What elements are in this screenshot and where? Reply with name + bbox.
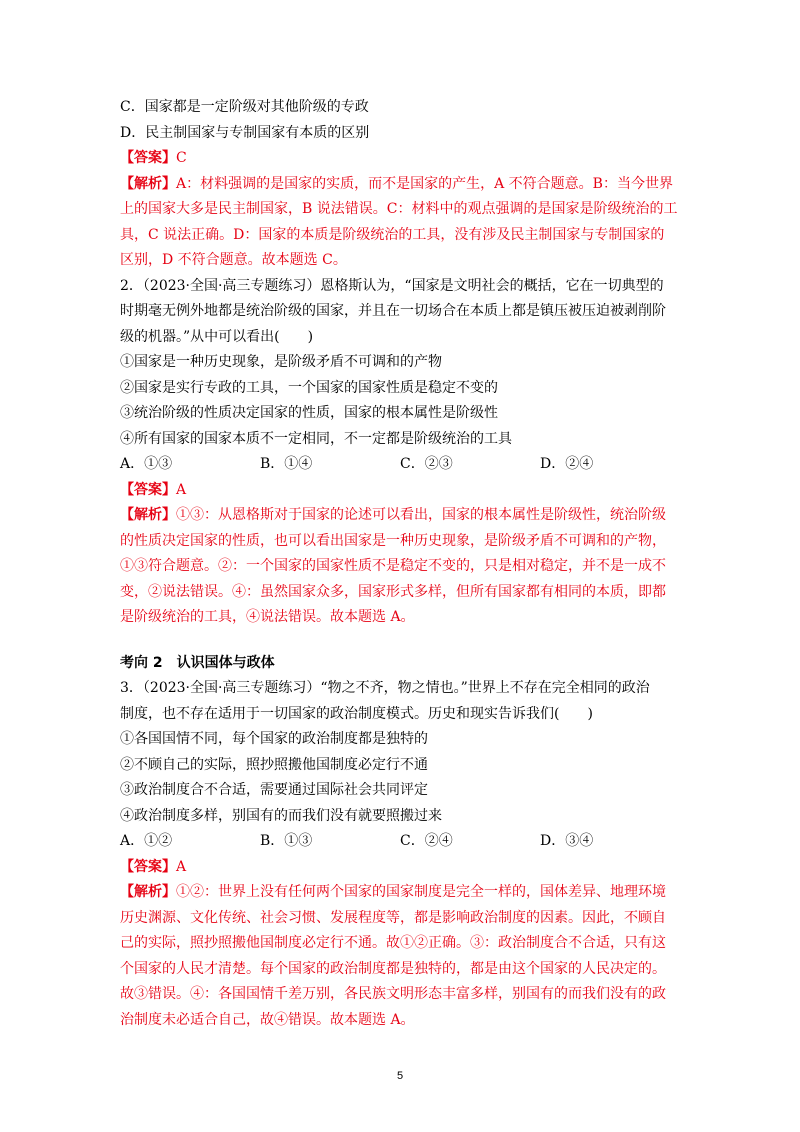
q3-statement: ②不顾自己的实际，照抄照搬他国制度必定行不通 [120, 756, 428, 773]
answer-value: A [176, 858, 187, 875]
section-heading: 考向 2 认识国体与政体 [120, 654, 275, 671]
q3-choice-a: A．①② [120, 833, 173, 849]
q3-choice-c: C．②④ [400, 833, 453, 849]
q3-statement: ③政治制度合不合适，需要通过国际社会共同评定 [120, 782, 428, 798]
q2-analysis-line: 【解析】①③：从恩格斯对于国家的论述可以看出，国家的根本属性是阶级性，统治阶级 [120, 507, 666, 523]
q3-analysis-line: 历史渊源、文化传统、社会习惯、发展程度等，都是影响政治制度的因素。因此，不顾自 [120, 909, 666, 926]
q2-choice-a: A．①③ [120, 456, 173, 472]
q3-analysis-line: 治制度未必适合自己，故④错误。故本题选 A。 [120, 1011, 415, 1028]
q3-statement: ①各国国情不同，每个国家的政治制度都是独特的 [120, 731, 428, 747]
q3-stem-line: 3．（2023·全国·高三专题练习）“物之不齐，物之情也。”世界上不存在完全相同的政治 [120, 680, 650, 696]
answer-value: C [176, 150, 187, 166]
q1-analysis-line: 上的国家大多是民主制国家，B 说法错误。C：材料中的观点强调的是国家是阶级统治的工 [120, 201, 678, 217]
q1-analysis-line: 【解析】A：材料强调的是国家的实质，而不是国家的产生，A 不符合题意。B：当今世界 [120, 175, 673, 192]
q3-analysis-line: 【解析】①②：世界上没有任何两个国家的国家制度是完全一样的，国体差异、地理环境 [120, 884, 666, 900]
q2-analysis-line: ①③符合题意。②：一个国家的国家性质不是稳定不变的，只是相对稳定，并不是一成不 [120, 558, 666, 574]
q2-stem-line: 时期毫无例外地都是统治阶级的国家，并且在一切场合在本质上都是镇压被压迫被剥削阶 [120, 303, 666, 319]
q1-option-c: C．国家都是一定阶级对其他阶级的专政 [120, 99, 369, 115]
q3-analysis-line: 个国家的人民才清楚。每个国家的政治制度都是独特的，都是由这个国家的人民决定的。 [120, 960, 666, 977]
analysis-label: 【解析】 [120, 507, 176, 523]
answer-label: 【答案】 [120, 858, 176, 875]
q1-option-d: D．民主制国家与专制国家有本质的区别 [120, 124, 370, 141]
q2-answer [120, 478, 685, 504]
q2-choices [120, 452, 685, 478]
q3-statement: ④政治制度多样，别国有的而我们没有就要照搬过来 [120, 807, 442, 824]
q3-analysis-line: 己的实际，照抄照搬他国制度必定行不通。故①②正确。③：政治制度合不合适，只有这 [120, 935, 666, 951]
q2-statement: ②国家是实行专政的工具，一个国家的国家性质是稳定不变的 [120, 379, 498, 396]
q2-choice-b: B．①④ [260, 456, 313, 472]
q2-analysis-line: 是阶级统治的工具，④说法错误。故本题选 A。 [120, 609, 415, 625]
q2-analysis-line: 的性质决定国家的性质，也可以看出国家是一种历史现象，是阶级矛盾不可调和的产物， [120, 532, 666, 549]
analysis-label: 【解析】 [120, 884, 176, 900]
page-number: 5 [396, 1070, 404, 1082]
analysis-label: 【解析】 [120, 175, 176, 192]
q3-analysis-line: 故③错误。④：各国国情千差万别，各民族文明形态丰富多样，别国有的而我们没有的政 [120, 986, 666, 1002]
page-content [120, 95, 685, 1033]
q2-stem-line: 2．（2023·全国·高三专题练习）恩格斯认为，“国家是文明社会的概括，它在一切典型的 [120, 277, 664, 294]
q2-statement: ④所有国家的国家本质不一定相同，不一定都是阶级统治的工具 [120, 430, 512, 447]
q2-statement: ①国家是一种历史现象，是阶级矛盾不可调和的产物 [120, 354, 442, 370]
q3-choices [120, 829, 685, 855]
q3-choice-b: B．①③ [260, 833, 313, 849]
q3-answer [120, 855, 685, 881]
answer-label: 【答案】 [120, 481, 176, 498]
section-gap [120, 631, 685, 651]
q3-choice-d: D．③④ [540, 833, 594, 849]
q1-analysis-line: 区别，D 不符合题意。故本题选 C。 [120, 252, 347, 268]
q2-choice-d: D．②④ [540, 456, 594, 472]
q2-choice-c: C．②③ [400, 456, 453, 472]
q3-stem-line: 制度，也不存在适用于一切国家的政治制度模式。历史和现实告诉我们( ) [120, 705, 593, 722]
q1-answer [120, 146, 685, 172]
answer-label: 【答案】 [120, 150, 176, 166]
q2-stem-line: 级的机器。”从中可以看出( ) [120, 328, 314, 345]
q2-statement: ③统治阶级的性质决定国家的性质，国家的根本属性是阶级性 [120, 405, 498, 421]
q2-analysis-line: 变，②说法错误。④：虽然国家众多，国家形式多样，但所有国家都有相同的本质，即都 [120, 583, 666, 600]
q1-analysis-line: 具，C 说法正确。D：国家的本质是阶级统治的工具，没有涉及民主制国家与专制国家的 [120, 226, 665, 243]
answer-value: A [176, 481, 187, 498]
